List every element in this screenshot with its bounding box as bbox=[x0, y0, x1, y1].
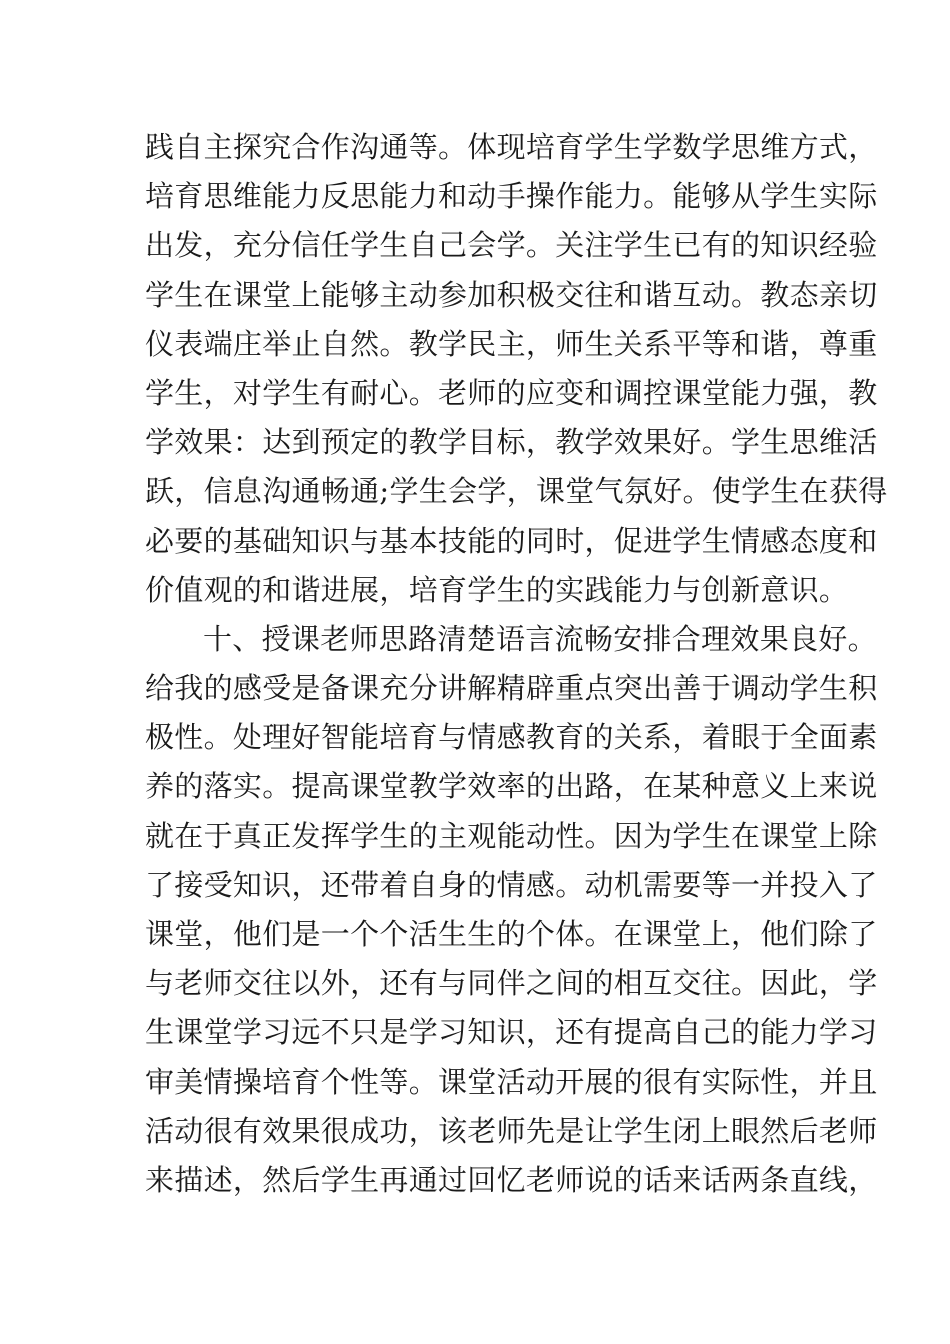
paragraph-heading-line: 十、授课老师思路清楚语言流畅安排合理效果良好。 bbox=[203, 621, 877, 656]
text-line: 来描述，然后学生再通过回忆老师说的话来话两条直线， bbox=[145, 1162, 878, 1197]
text-line: 践自主探究合作沟通等。体现培育学生学数学思维方式， bbox=[145, 130, 878, 164]
text-line: 极性。处理好智能培育与情感教育的关系，着眼于全面素 bbox=[145, 720, 878, 755]
text-line: 仪表端庄举止自然。教学民主，师生关系平等和谐，尊重 bbox=[145, 326, 878, 361]
text-line: 就在于真正发挥学生的主观能动性。因为学生在课堂上除 bbox=[145, 818, 878, 853]
text-line: 审美情操培育个性等。课堂活动开展的很有实际性，并且 bbox=[145, 1064, 878, 1099]
text-line: 培育思维能力反思能力和动手操作能力。能够从学生实际 bbox=[145, 179, 878, 214]
text-line: 与老师交往以外，还有与同伴之间的相互交往。因此，学 bbox=[145, 966, 878, 1001]
text-line: 价值观的和谐进展，培育学生的实践能力与创新意识。 bbox=[145, 572, 849, 607]
text-line: 学效果：达到预定的教学目标，教学效果好。学生思维活 bbox=[145, 425, 878, 460]
text-line: 活动很有效果很成功，该老师先是让学生闭上眼然后老师 bbox=[145, 1113, 878, 1148]
text-line: 出发，充分信任学生自己会学。关注学生已有的知识经验 bbox=[145, 228, 878, 263]
text-line: 跃，信息沟通畅通;学生会学，课堂气氛好。使学生在获得 bbox=[145, 474, 888, 509]
text-line: 学生，对学生有耐心。老师的应变和调控课堂能力强，教 bbox=[145, 375, 878, 410]
text-line: 课堂，他们是一个个活生生的个体。在课堂上，他们除了 bbox=[145, 917, 878, 951]
text-line: 养的落实。提高课堂教学效率的出路，在某种意义上来说 bbox=[145, 769, 878, 804]
body-text bbox=[145, 123, 888, 1205]
text-line: 必要的基础知识与基本技能的同时，促进学生情感态度和 bbox=[145, 523, 878, 558]
text-line: 给我的感受是备课充分讲解精辟重点突出善于调动学生积 bbox=[145, 671, 878, 706]
text-line: 了接受知识，还带着自身的情感。动机需要等一并投入了 bbox=[145, 867, 878, 902]
text-line: 学生在课堂上能够主动参加积极交往和谐互动。教态亲切 bbox=[145, 277, 878, 312]
text-line: 生课堂学习远不只是学习知识，还有提高自己的能力学习 bbox=[145, 1015, 878, 1050]
